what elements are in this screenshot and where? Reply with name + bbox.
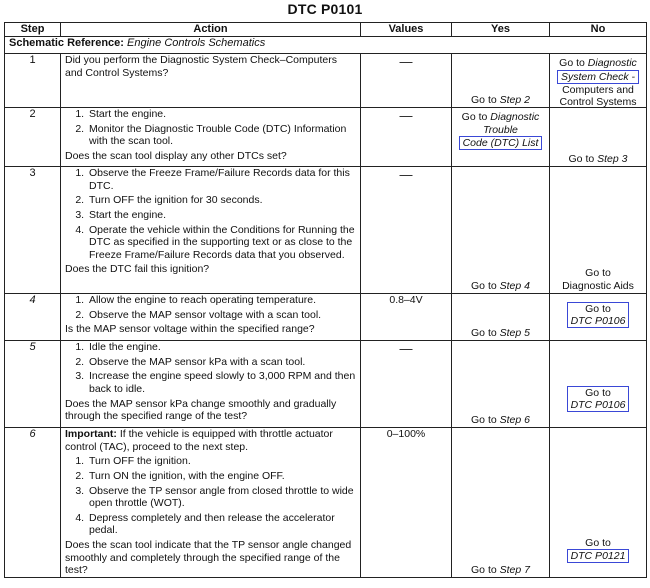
yes-goto[interactable]: Go to Step 5: [471, 326, 530, 339]
no-goto[interactable]: Go to DTC P0121: [550, 537, 646, 564]
step-question: Did you perform the Diagnostic System Check–Computers and Control Systems?: [65, 54, 337, 79]
dtc-list-link[interactable]: Code (DTC) List: [459, 136, 543, 150]
step-question: Is the MAP sensor voltage within the specified range?: [65, 323, 315, 336]
page-title: DTC P0101: [287, 1, 363, 17]
header-row: [5, 23, 647, 37]
header-action: Action: [61, 23, 361, 37]
no-goto[interactable]: Go to Diagnostic Aids: [550, 267, 646, 292]
step-number: 1: [5, 54, 61, 108]
yes-goto[interactable]: Go to Diagnostic Trouble Code (DTC) List: [452, 111, 549, 150]
schematic-link[interactable]: Engine Controls Schematics: [127, 37, 266, 50]
step-link[interactable]: Step 3: [597, 152, 628, 165]
step-link[interactable]: Step 7: [499, 563, 530, 576]
step-instructions: 1. Start the engine. 2. Monitor the Diagnostic Trouble Code (DTC) Information with the scan tool.: [65, 108, 356, 148]
step-link[interactable]: Step 5: [499, 326, 530, 339]
step-number: 6: [5, 428, 61, 578]
header-step: Step: [5, 23, 61, 37]
value-text: 0.8–4V: [389, 294, 423, 307]
diagnostic-table: [4, 22, 647, 578]
schematic-label: Schematic Reference:: [9, 37, 124, 50]
value-text: —: [399, 108, 413, 124]
no-goto[interactable]: [550, 386, 646, 412]
table-row: [5, 294, 647, 341]
step-link[interactable]: Step 4: [499, 279, 530, 292]
table-row: [5, 108, 647, 167]
dtc-link[interactable]: Go to DTC P0106: [567, 386, 630, 412]
header-values: Values: [361, 23, 452, 37]
table-row: [5, 54, 647, 108]
schematic-reference-row: [5, 37, 647, 54]
yes-goto[interactable]: Go to Step 7: [471, 563, 530, 576]
step-question: Does the MAP sensor kPa change smoothly and gradually through the specified range of the test?: [65, 397, 337, 423]
table-row: [5, 341, 647, 428]
step-number: 3: [5, 167, 61, 294]
table-row: [5, 428, 647, 578]
step-link[interactable]: Step 2: [499, 93, 530, 106]
value-text: —: [399, 341, 413, 357]
dtc-link[interactable]: DTC P0121: [567, 549, 630, 563]
no-goto[interactable]: [550, 302, 646, 328]
step-number: 5: [5, 341, 61, 428]
header-yes: Yes: [452, 23, 550, 37]
dtc-link[interactable]: Go to DTC P0106: [567, 302, 630, 328]
yes-goto[interactable]: Go to Step 6: [471, 413, 530, 426]
step-question: Does the scan tool indicate that the TP sensor angle changed smoothly and completely through the specified range of the test?: [65, 538, 352, 577]
step-instructions: 1. Idle the engine. 2. Observe the MAP sensor kPa with a scan tool. 3. Increase the engine speed slowly to 3,000 RPM and then back to idle.: [65, 341, 356, 395]
yes-goto[interactable]: Go to Step 4: [471, 279, 530, 292]
no-goto[interactable]: Go to Diagnostic System Check - Computers and Control Systems: [550, 57, 646, 109]
no-goto[interactable]: Go to Step 3: [568, 152, 628, 165]
step-question: Does the scan tool display any other DTCs set?: [65, 149, 287, 162]
step-number: 2: [5, 108, 61, 167]
diagnostic-link[interactable]: System Check -: [557, 70, 639, 84]
step-instructions: 1. Turn OFF the ignition. 2. Turn ON the ignition, with the engine OFF. 3. Observe the TP sensor angle from closed throttle to wide open throttle (WOT). 4. Depress completely and then release the accelerator pedal.: [65, 455, 356, 537]
header-no: No: [550, 23, 647, 37]
step-link[interactable]: Step 6: [499, 413, 530, 426]
step-number: 4: [5, 294, 61, 341]
important-note: Important: If the vehicle is equipped with throttle actuator control (TAC), proceed to the next step.: [65, 428, 333, 453]
step-instructions: 1. Observe the Freeze Frame/Failure Records data for this DTC. 2. Turn OFF the ignition for 30 seconds. 3. Start the engine. 4. Operate the vehicle within the Conditions for Running the DTC as specified in the supporting text or as close to the Freeze Frame/Failure Records data that you observed.: [65, 167, 356, 261]
value-text: 0–100%: [386, 428, 426, 441]
step-instructions: 1. Allow the engine to reach operating temperature. 2. Observe the MAP sensor voltage with a scan tool.: [65, 294, 356, 321]
step-question: Does the DTC fail this ignition?: [65, 263, 210, 276]
value-text: —: [399, 54, 413, 70]
value-text: —: [399, 167, 413, 183]
diagnostic-aids-link[interactable]: Diagnostic Aids: [562, 279, 634, 292]
table-row: [5, 167, 647, 294]
yes-goto[interactable]: Go to Step 2: [471, 93, 530, 106]
